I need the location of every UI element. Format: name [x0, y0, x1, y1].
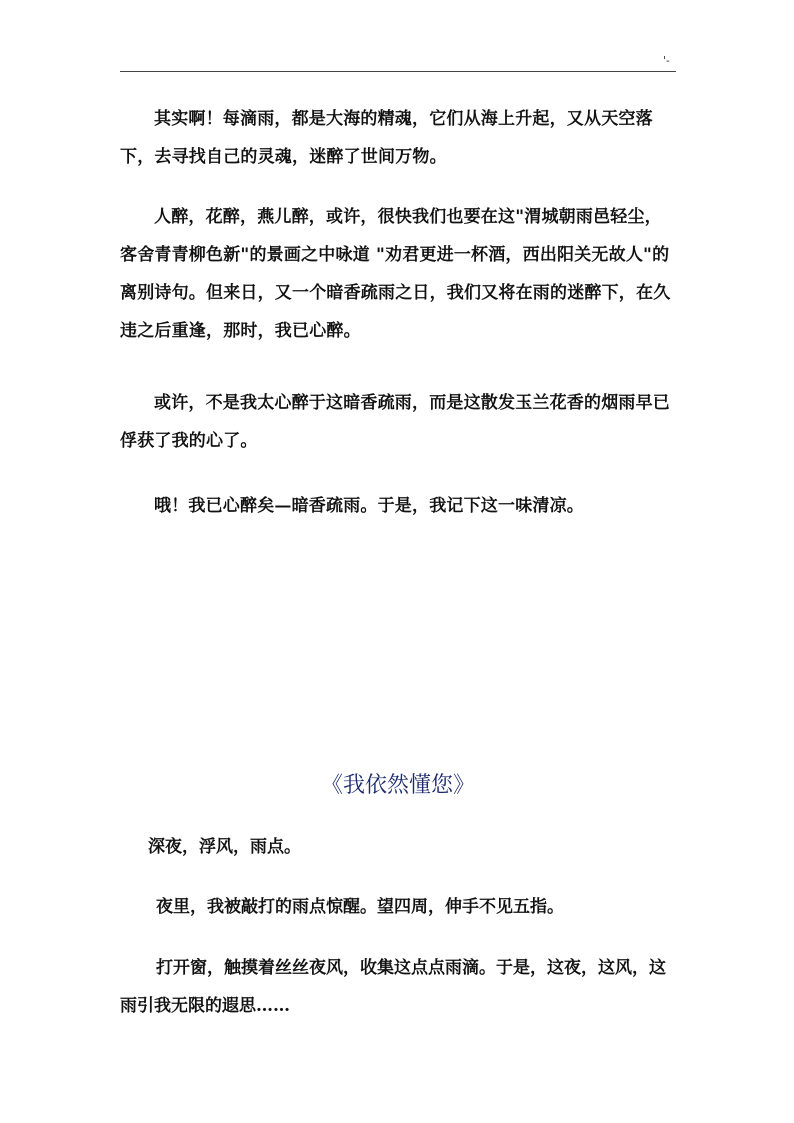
line-2: 夜里，我被敲打的雨点惊醒。望四周，伸手不见五指。 [156, 897, 564, 917]
line-3: 打开窗，触摸着丝丝夜风，收集这点点雨滴。于是，这夜，这风，这雨引我无限的遐思…… [120, 958, 666, 1016]
header-mark: '- [663, 54, 670, 67]
paragraph-2: 人醉，花醉，燕儿醉，或许，很快我们也要在这"渭城朝雨邑轻尘，客舍青青柳色新"的景画之中咏道 "劝君更进一杯酒，西出阳关无故人"的离别诗句。但来日，又一个暗香疏雨之日，我们又将在雨的迷醉下，在久违之后重逢，那时，我已心醉。 [120, 207, 671, 341]
line-1: 深夜，浮风，雨点。 [148, 837, 301, 857]
paragraph-3: 或许，不是我太心醉于这暗香疏雨，而是这散发玉兰花香的烟雨早已俘获了我的心了。 [120, 393, 670, 451]
paragraph-4: 哦！我已心醉矣—暗香疏雨。于是，我记下这一味清凉。 [154, 496, 584, 516]
header-divider [120, 71, 676, 72]
paragraph-1: 其实啊！每滴雨，都是大海的精魂，它们从海上升起，又从天空落下，去寻找自己的灵魂，迷醉了世间万物。 [120, 109, 653, 167]
piece-title: 《我依然懂您》 [320, 773, 475, 798]
